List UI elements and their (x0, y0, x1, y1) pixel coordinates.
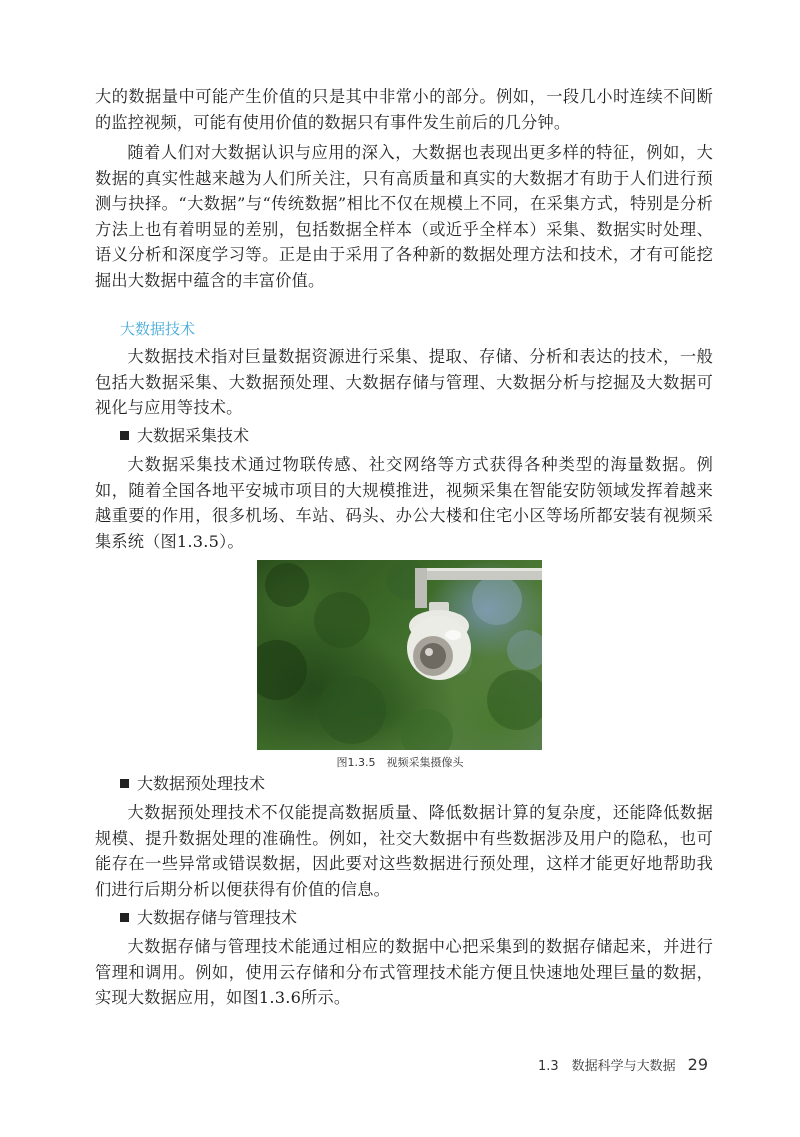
paragraph-5: 大数据预处理技术不仅能提高数据质量、降低数据计算的复杂度，还能降低数据规模、提升数据处理的准确性。例如，社交大数据中有些数据涉及用户的隐私，也可能存在一些异常或错误数据，因此要对这些数据进行预处理，这样才能更好地帮助我们进行后期分析以便获得有价值的信息。 (95, 803, 713, 899)
paragraph-2: 随着人们对大数据认识与应用的深入，大数据也表现出更多样的特征，例如，大数据的真实性越来越为人们所关注，只有高质量和真实的大数据才有助于人们进行预测与抉择。“大数据”与“传统数据”相比不仅在规模上不同，在采集方式，特别是分析方法上也有着明显的差别，包括数据全样本（或近乎全样本）采集、数据实时处理、语义分析和深度学习等。正是由于采用了各种新的数据处理方法和技术，才有可能挖掘出大数据中蕴含的丰富价值。 (95, 143, 713, 290)
paragraph-5-block (95, 800, 713, 902)
subheading-collection-label: 大数据采集技术 (137, 426, 250, 445)
paragraph-6: 大数据存储与管理技术能通过相应的数据中心把采集到的数据存储起来，并进行管理和调用。例如，使用云存储和分布式管理技术能方便且快速地处理巨量的数据，实现大数据应用，如图1.3.6所示。 (95, 937, 713, 1008)
paragraph-4: 大数据采集技术通过物联传感、社交网络等方式获得各种类型的海量数据。例如，随着全国各地平安城市项目的大规模推进，视频采集在智能安防领域发挥着越来越重要的作用，很多机场、车站、码头、办公大楼和住宅小区等场所都安装有视频采集系统（图1.3.5）。 (95, 455, 713, 551)
square-bullet-icon (120, 431, 129, 440)
paragraph-3: 大数据技术指对巨量数据资源进行采集、提取、存储、分析和表达的技术，一般包括大数据采集、大数据预处理、大数据存储与管理、大数据分析与挖掘及大数据可视化与应用等技术。 (95, 347, 713, 418)
paragraph-6-block (95, 934, 713, 1011)
subheading-storage-label: 大数据存储与管理技术 (137, 908, 298, 927)
paragraph-1-block (95, 84, 713, 135)
paragraph-2-block (95, 140, 713, 294)
paragraph-4-block (95, 452, 713, 554)
paragraph-3-block (95, 344, 713, 421)
camera-illustration (257, 560, 542, 750)
page-footer (538, 1055, 708, 1074)
square-bullet-icon (120, 913, 129, 922)
square-bullet-icon (120, 779, 129, 788)
footer-section: 1.3 数据科学与大数据 (537, 1059, 676, 1074)
figure-caption: 图1.3.5 视频采集摄像头 (336, 756, 464, 769)
subheading-preprocessing-label: 大数据预处理技术 (137, 774, 266, 793)
subheading-preprocessing (120, 772, 265, 796)
subheading-storage (120, 906, 297, 930)
subheading-collection (120, 424, 249, 448)
page-number: 29 (687, 1055, 708, 1074)
section-heading: 大数据技术 (120, 320, 196, 338)
surveillance-camera-photo (257, 560, 542, 750)
paragraph-1: 大的数据量中可能产生价值的只是其中非常小的部分。例如，一段几小时连续不间断的监控视频，可能有使用价值的数据只有事件发生前后的几分钟。 (95, 87, 713, 132)
